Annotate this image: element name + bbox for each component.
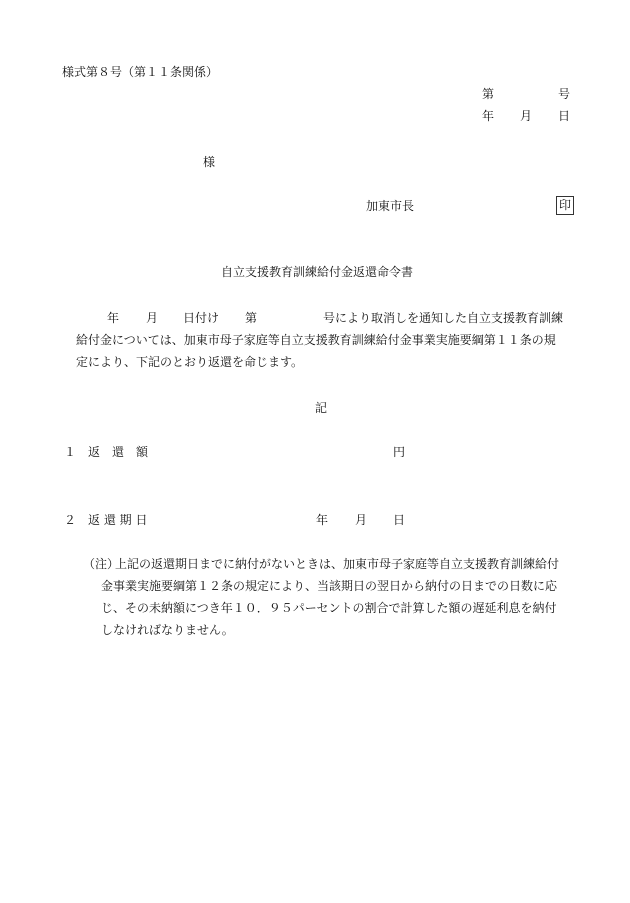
note-line1: 上記の返還期日までに納付がないときは、加東市母子家庭等自立支援教育訓練給付: [115, 557, 560, 571]
date-year: 年: [482, 109, 495, 123]
note-line2: 金事業実施要綱第１２条の規定により、当該期日の翌日から納付の日までの日数に応: [101, 579, 558, 593]
ki-heading: 記: [315, 401, 328, 415]
addressee-suffix: 様: [203, 155, 216, 169]
item-number: １: [64, 445, 77, 459]
item-number: ２: [64, 513, 77, 527]
body-line1: 号により取消しを通知した自立支援教育訓練: [323, 311, 564, 325]
document-title: 自立支援教育訓練給付金返還命令書: [221, 265, 414, 279]
issuer-name: 加東市長: [366, 199, 415, 213]
item-unit: 円: [393, 445, 406, 459]
note-line4: しなければなりません。: [101, 623, 234, 637]
date-month: 月: [520, 109, 533, 123]
form-label: 様式第８号（第１１条関係）: [62, 65, 219, 79]
body-month: 月: [146, 311, 159, 325]
item-day: 日: [393, 513, 406, 527]
seal-stamp: 印: [556, 196, 574, 215]
body-date-suffix: 日付け: [183, 311, 220, 325]
item-month: 月: [355, 513, 368, 527]
body-dai: 第: [245, 311, 258, 325]
body-year: 年: [107, 311, 120, 325]
note-line3: じ、その未納額につき年１０．９５パーセントの割合で計算した額の遅延利息を納付: [101, 601, 557, 615]
body-line2: 給付金については、加東市母子家庭等自立支援教育訓練給付金事業実施要綱第１１条の規: [76, 333, 556, 347]
item-label: 返 還 額: [88, 445, 149, 459]
date-day: 日: [558, 109, 571, 123]
number-dai: 第: [482, 87, 495, 101]
body-line3: 定により、下記のとおり返還を命じます。: [76, 355, 304, 369]
note-prefix: （注）: [83, 557, 120, 571]
item-label: 返 還 期 日: [88, 513, 148, 527]
item-year: 年: [316, 513, 329, 527]
number-go: 号: [558, 87, 571, 101]
